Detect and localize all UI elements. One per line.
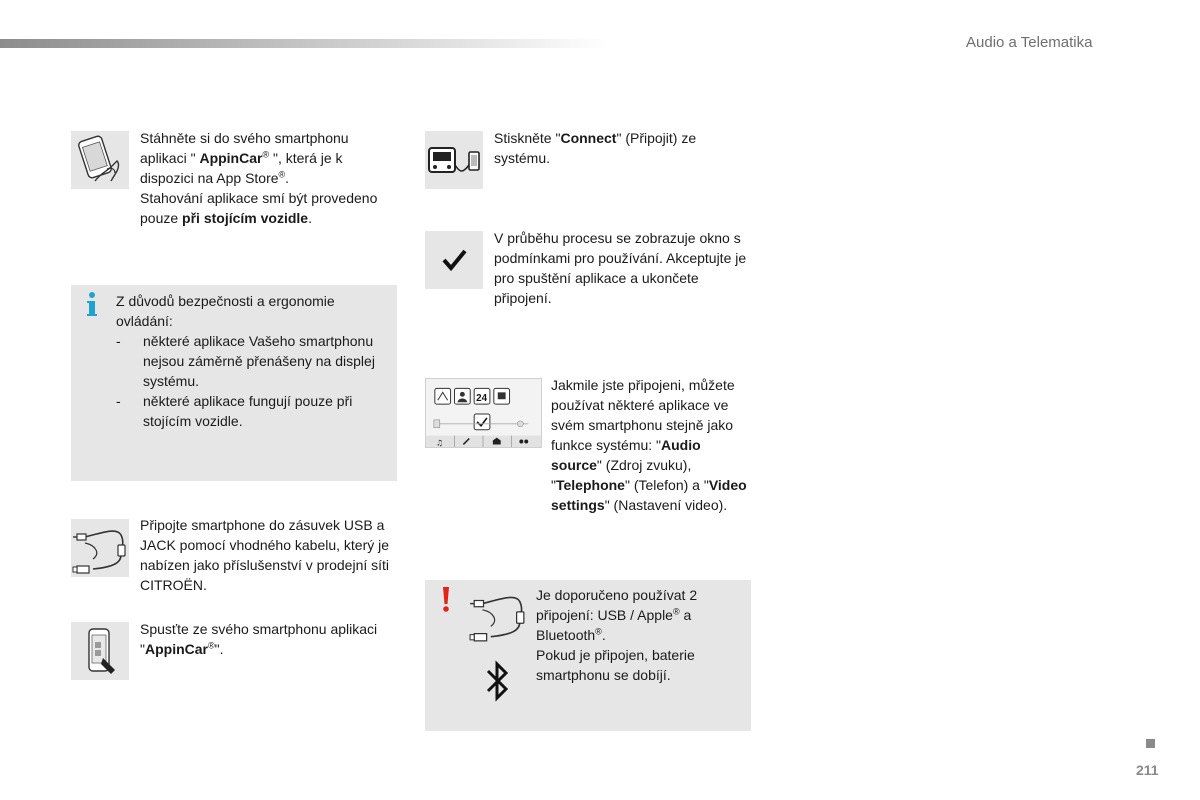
page-marker [1146, 739, 1155, 748]
car-screen-phone-icon [425, 131, 483, 189]
list-item: - některé aplikace fungují pouze při stojícím vozidle. [116, 393, 353, 429]
connect-label: Connect [560, 130, 617, 146]
download-instruction: Stáhněte si do svého smartphonu aplikaci " AppinCar® ", která je k dispozici na App Store®. Stahování aplikace smí být provedeno pouze při stojícím vozidle. [140, 130, 378, 226]
page-number: 211 [1136, 762, 1159, 778]
app-name: AppinCar [144, 641, 208, 657]
cable-instruction: Připojte smartphone do zásuvek USB a JACK pomocí vhodného kabelu, který je nabízen jako příslušenství v prodejní síti CITROËN. [140, 517, 390, 593]
info-icon [84, 291, 100, 322]
warning-text: Je doporučeno používat 2 připojení: USB / Apple® a Bluetooth®. Pokud je připojen, baterie smartphonu se dobíjí. [536, 587, 698, 683]
launch-instruction: Spusťte ze svého smartphonu aplikaci "AppinCar®". [140, 621, 378, 657]
app-name: AppinCar [199, 150, 263, 166]
header-gradient-bar [0, 39, 610, 48]
check-icon [425, 231, 483, 289]
warning-exclamation-icon [441, 587, 451, 618]
info-intro: Z důvodů bezpečnosti a ergonomie ovládání: [116, 293, 335, 329]
bluetooth-icon [485, 660, 511, 707]
terms-instruction: V průběhu procesu se zobrazuje okno s podmínkami pro používání. Akceptujte je pro spuštění aplikace a ukončete připojení. [494, 230, 747, 306]
usb-jack-cable-icon [468, 585, 528, 650]
svg-text:♫: ♫ [435, 438, 443, 448]
info-text [116, 291, 391, 431]
smartphone-tap-icon [71, 622, 129, 680]
connected-description: Jakmile jste připojeni, můžete používat některé aplikace ve svém smartphonu stejně jako funkce systému: "Audio source" (Zdroj zvuku), "Telephone" (Telefon) a "Video settings" (Nastavení video). [551, 377, 747, 513]
section-title: Audio a Telematika [966, 34, 1093, 51]
usb-jack-cable-icon [71, 519, 129, 577]
hand-smartphone-icon [71, 131, 129, 189]
system-screen-icon [425, 378, 542, 448]
screen-label: 24 [476, 393, 488, 405]
list-item: - některé aplikace Vašeho smartphonu nejsou záměrně přenášeny na displej systému. [116, 333, 375, 389]
connect-instruction: Stiskněte "Connect" (Připojit) ze systému. [494, 130, 697, 166]
